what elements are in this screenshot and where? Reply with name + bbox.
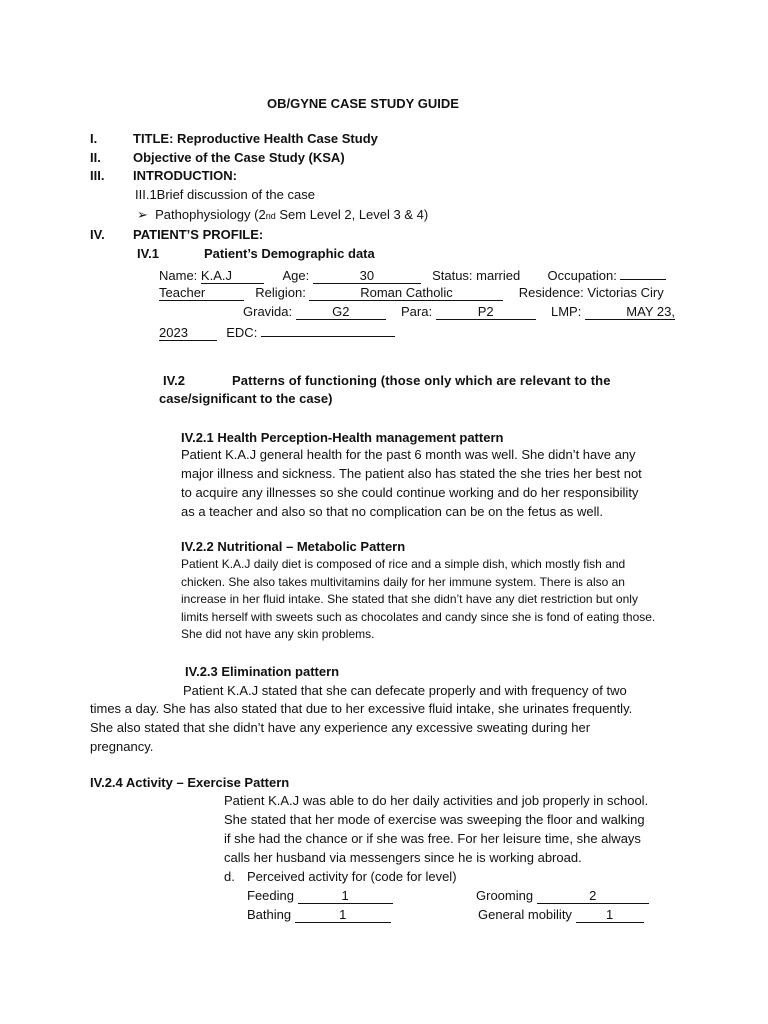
outline-iii-1: III.1Brief discussion of the case (135, 187, 315, 202)
iv24-line: calls her husband via messengers since he is working abroad. (224, 850, 582, 865)
iv22-line: chicken. She also takes multivitamins daily for her immune system. There is also an (181, 574, 625, 589)
outline-num-iv: IV. (90, 227, 105, 242)
bullet-text-b: Sem Level 2, Level 3 & 4) (275, 207, 429, 222)
religion-label: Religion: (255, 285, 306, 300)
outline-num-ii: II. (90, 150, 101, 165)
mobility-label: General mobility (478, 907, 572, 922)
feeding-field: 1 (298, 888, 393, 904)
bathing-label: Bathing (247, 907, 292, 922)
iv2-heading-line2: case/significant to the case) (159, 391, 333, 406)
para-label: Para: (401, 304, 433, 319)
document-title: OB/GYNE CASE STUDY GUIDE (267, 96, 459, 111)
iv24-line: She stated that her mode of exercise was sweeping the floor and walking (224, 812, 645, 827)
demographics-row-3 (243, 303, 675, 320)
iv21-line: as a teacher and also so that no complication can be on the fetus as well. (181, 504, 604, 519)
grooming-field: 2 (537, 888, 649, 904)
iv24-line: if she had the chance or if she was free. For her leisure time, she always (224, 831, 641, 846)
outline-objective: Objective of the Case Study (KSA) (133, 150, 345, 165)
iv22-line: Patient K.A.J daily diet is composed of rice and a simple dish, which mostly fish and (181, 557, 626, 571)
gravida-field: G2 (296, 304, 386, 320)
arrow-bullet-icon: ➢ (137, 207, 148, 222)
iv21-heading: IV.2.1 Health Perception-Health management pattern (181, 430, 504, 445)
iv23-line: pregnancy. (90, 739, 154, 754)
perceived-activity-label: Perceived activity for (code for level) (247, 869, 457, 884)
iv22-line: limits herself with sweets such as chocolates and candy since she is fond of eating those. (181, 609, 656, 624)
demographics-heading: Patient’s Demographic data (204, 246, 375, 261)
bathing-field: 1 (295, 907, 391, 923)
name-label: Name: (159, 268, 198, 283)
residence-label: Residence: (518, 285, 584, 300)
iv23-line: times a day. She has also stated that due to her excessive fluid intake, she urinates frequently. (90, 701, 633, 716)
age-label: Age: (282, 268, 310, 283)
demographics-num: IV.1 (137, 246, 159, 261)
para-field: P2 (436, 304, 536, 320)
demographics-row-1 (159, 264, 666, 284)
status-label: Status: married (432, 268, 521, 283)
grooming-row (476, 887, 649, 904)
name-field: K.A.J (201, 268, 264, 284)
feeding-row (247, 887, 393, 904)
lmp-field: MAY 23, (585, 304, 675, 320)
bullet-pathophysiology (137, 206, 428, 225)
edc-field (261, 321, 395, 337)
gravida-label: Gravida: (243, 304, 293, 319)
age-field: 30 (313, 268, 421, 284)
iv22-heading: IV.2.2 Nutritional – Metabolic Pattern (181, 539, 406, 554)
occupation-field-end (620, 264, 666, 280)
iv2-num: IV.2 (163, 373, 185, 388)
lmp-year-field: 2023 (159, 325, 217, 341)
edc-label: EDC: (226, 325, 258, 340)
grooming-label: Grooming (476, 888, 534, 903)
iv22-paragraph (181, 556, 655, 644)
bullet-text-a: Pathophysiology (2 (155, 207, 266, 222)
outline-num-iii: III. (90, 168, 105, 183)
mobility-row (478, 906, 644, 923)
outline-num-i: I. (90, 131, 98, 146)
outline-introduction: INTRODUCTION: (133, 168, 237, 183)
demographics-row-4 (159, 321, 395, 341)
iv22-line: increase in her fluid intake. She stated that she didn’t have any diet restriction but only (181, 592, 638, 606)
religion-field: Roman Catholic (309, 285, 503, 301)
outline-title: TITLE: Reproductive Health Case Study (133, 131, 378, 146)
mobility-field: 1 (576, 907, 644, 923)
residence-value: Victorias Ciry (587, 285, 664, 300)
iv21-line: major illness and sickness. The patient also has stated the she tries her best not (181, 466, 642, 481)
iv23-paragraph (90, 699, 632, 756)
iv21-line: to acquire any illnesses so she could continue working and do her responsibility (181, 485, 639, 500)
iv21-paragraph (181, 445, 642, 521)
bullet-text-sub: nd (265, 211, 276, 221)
iv24-paragraph (224, 791, 648, 867)
iv22-line: She did not have any skin problems. (181, 627, 375, 641)
perceived-num: d. (224, 869, 235, 884)
occupation-label: Occupation: (547, 268, 617, 283)
iv2-heading-line1: Patterns of functioning (those only which are relevant to the (232, 373, 611, 388)
occupation-field: Teacher (159, 285, 244, 301)
demographics-row-2 (159, 284, 664, 301)
bathing-row (247, 906, 391, 923)
iv24-heading: IV.2.4 Activity – Exercise Pattern (90, 775, 290, 790)
lmp-label: LMP: (550, 304, 582, 319)
outline-patient-profile: PATIENT’S PROFILE: (133, 227, 264, 242)
iv23-heading: IV.2.3 Elimination pattern (185, 664, 340, 679)
iv23-line: She also stated that she didn’t have any experience any excessive sweating during her (90, 720, 591, 735)
iv23-line-first: Patient K.A.J stated that she can defecate properly and with frequency of two (183, 683, 627, 698)
iv21-line: Patient K.A.J general health for the past 6 month was well. She didn’t have any (181, 447, 636, 462)
feeding-label: Feeding (247, 888, 294, 903)
iv24-line: Patient K.A.J was able to do her daily activities and job properly in school. (224, 793, 649, 808)
